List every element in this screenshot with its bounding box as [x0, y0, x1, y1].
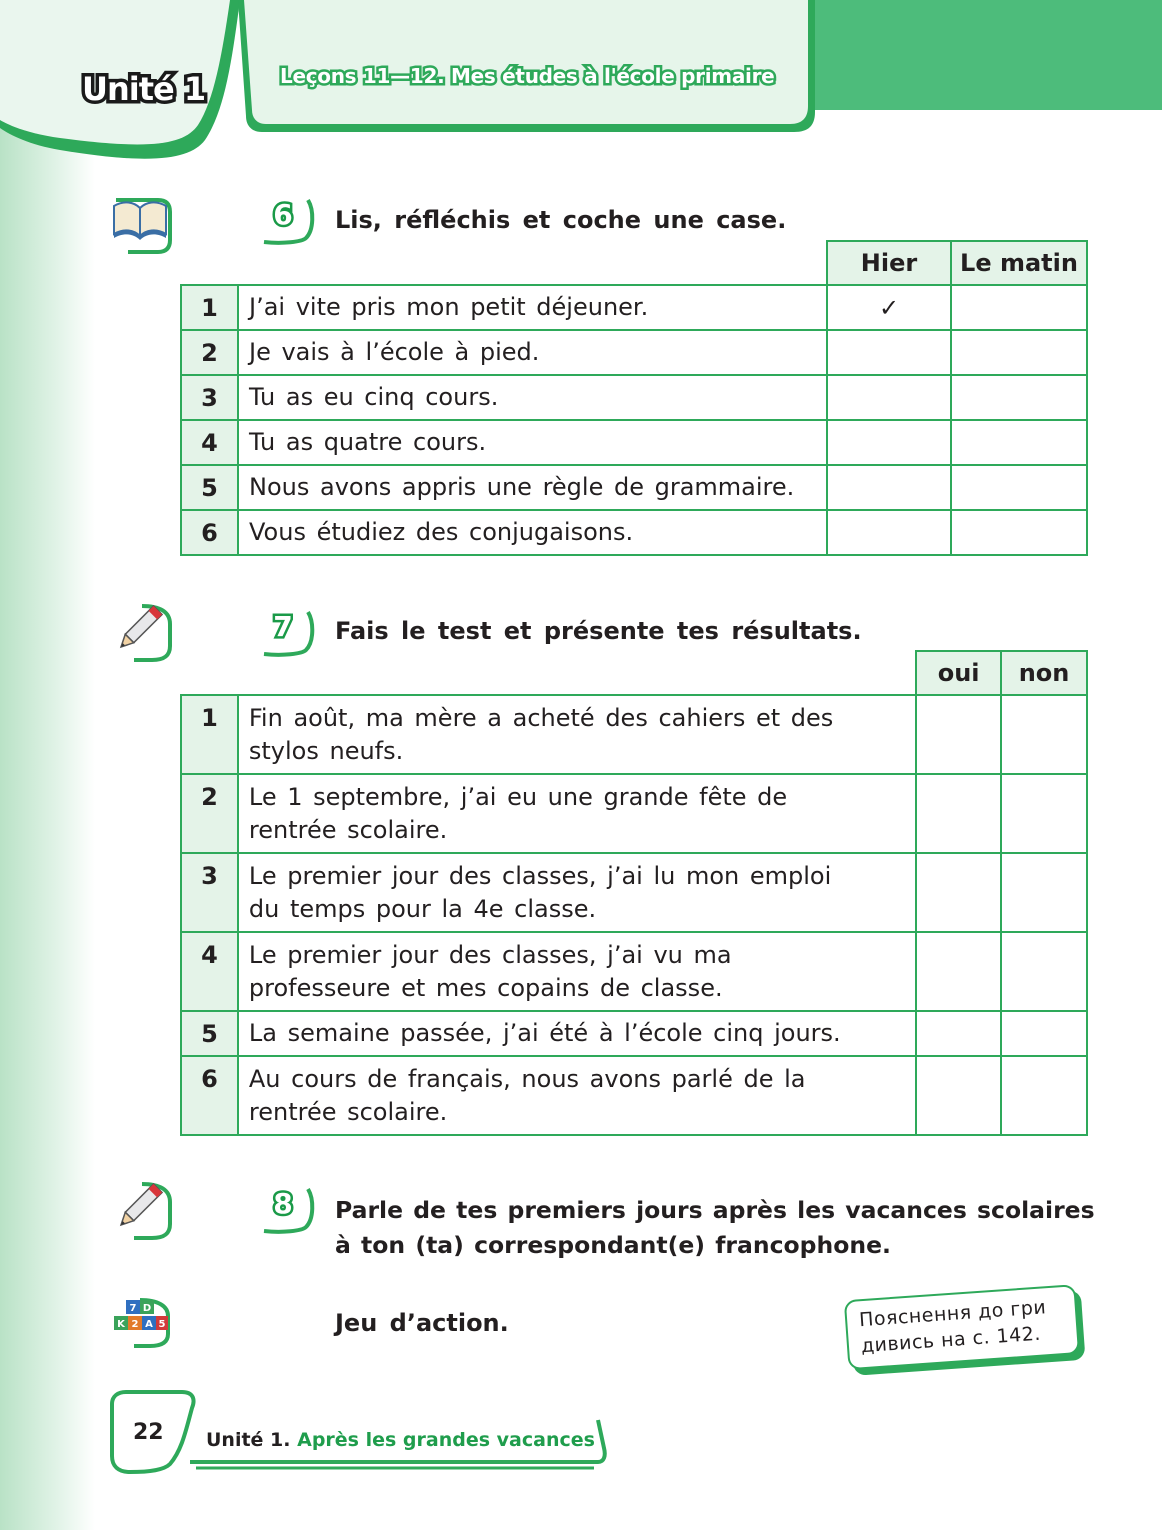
- exercise-7-digit: 7: [273, 610, 293, 643]
- checkbox-cell-hier[interactable]: [827, 420, 951, 465]
- row-number: 4: [181, 420, 238, 465]
- row-text-line: du temps pour la 4e classe.: [248, 894, 597, 923]
- row-number: 1: [181, 695, 238, 774]
- exercise-8-digit: 8: [273, 1187, 293, 1220]
- blank-header: [181, 651, 238, 695]
- table-row: [181, 375, 1087, 420]
- table-row: [181, 932, 1087, 1011]
- column-header-le-matin: Le matin: [951, 241, 1087, 285]
- table-row: [181, 1011, 1087, 1056]
- exercise-7-instruction: Fais le test et présente tes résultats.: [335, 617, 862, 645]
- note-line: дивись на с. 142.: [860, 1322, 1042, 1358]
- checkbox-cell-le-matin[interactable]: [951, 420, 1087, 465]
- table-row: [181, 695, 1087, 774]
- svg-text:K: K: [117, 1319, 125, 1330]
- answer-cell-oui[interactable]: [916, 774, 1001, 853]
- row-text: Tu as quatre cours.: [238, 420, 827, 465]
- table-header-row: [181, 651, 1087, 695]
- footer-unit-label: Unité 1.: [206, 1429, 291, 1451]
- exercise-6-instruction: Lis, réfléchis et coche une case.: [335, 206, 787, 234]
- table-row: [181, 774, 1087, 853]
- column-header-oui: oui: [916, 651, 1001, 695]
- row-number: 3: [181, 853, 238, 932]
- exercise-6-digit: 6: [273, 198, 293, 231]
- checkbox-cell-hier[interactable]: [827, 330, 951, 375]
- checkbox-cell-le-matin[interactable]: [951, 330, 1087, 375]
- checkbox-cell-le-matin[interactable]: [951, 375, 1087, 420]
- row-text-line: Le 1 septembre, j’ai eu une grande fête de: [248, 782, 788, 811]
- table-header-row: [181, 241, 1087, 285]
- checkbox-cell-hier[interactable]: [827, 510, 951, 555]
- table-row: [181, 853, 1087, 932]
- row-number: 6: [181, 1056, 238, 1135]
- row-text: Nous avons appris une règle de grammaire.: [238, 465, 827, 510]
- svg-text:7: 7: [129, 1303, 137, 1314]
- checkbox-cell-le-matin[interactable]: [951, 465, 1087, 510]
- svg-text:2: 2: [131, 1319, 139, 1330]
- row-text: Vous étudiez des conjugaisons.: [238, 510, 827, 555]
- row-text-line: rentrée scolaire.: [248, 1097, 448, 1126]
- column-header-hier: Hier: [827, 241, 951, 285]
- row-text-line: stylos neufs.: [248, 736, 404, 765]
- page-number: 22: [133, 1420, 164, 1445]
- answer-cell-non[interactable]: [1001, 932, 1087, 1011]
- table-row: [181, 420, 1087, 465]
- exercise-6-table: [180, 240, 1088, 556]
- row-number: 5: [181, 465, 238, 510]
- answer-cell-oui[interactable]: [916, 853, 1001, 932]
- exercise-8-instruction-line1: Parle de tes premiers jours après les vacances scolaires: [335, 1196, 1095, 1224]
- checkbox-cell-hier[interactable]: [827, 465, 951, 510]
- row-text-line: professeure et mes copains de classe.: [248, 973, 723, 1002]
- table-row: [181, 465, 1087, 510]
- row-number: 4: [181, 932, 238, 1011]
- row-number: 2: [181, 330, 238, 375]
- svg-text:5: 5: [158, 1319, 166, 1330]
- row-text: J’ai vite pris mon petit déjeuner.: [238, 285, 827, 330]
- exercise-8-number: [262, 1185, 314, 1237]
- answer-cell-oui[interactable]: [916, 1011, 1001, 1056]
- row-text-line: Fin août, ma mère a acheté des cahiers et des: [248, 703, 834, 732]
- row-text: Je vais à l’école à pied.: [238, 330, 827, 375]
- row-text-line: Au cours de français, nous avons parlé de la: [248, 1064, 806, 1093]
- row-number: 3: [181, 375, 238, 420]
- table-row: [181, 510, 1087, 555]
- unit-badge: Unité 1: [82, 70, 206, 108]
- book-icon: [108, 196, 172, 254]
- answer-cell-non[interactable]: [1001, 774, 1087, 853]
- row-text-line: Le premier jour des classes, j’ai vu ma: [248, 940, 732, 969]
- lesson-title: Leçons 11—12. Mes études à l'école primaire: [280, 64, 775, 88]
- checkbox-cell-le-matin[interactable]: [951, 510, 1087, 555]
- table-row: [181, 285, 1087, 330]
- answer-cell-oui[interactable]: [916, 695, 1001, 774]
- answer-cell-oui[interactable]: [916, 1056, 1001, 1135]
- row-text-line: rentrée scolaire.: [248, 815, 448, 844]
- svg-text:A: A: [145, 1319, 153, 1330]
- pencil-icon: [112, 600, 172, 662]
- row-number: 6: [181, 510, 238, 555]
- svg-text:D: D: [142, 1303, 152, 1314]
- footer-unit: [206, 1429, 595, 1451]
- game-label: Jeu d’action.: [335, 1309, 509, 1337]
- page-side-gradient: [0, 0, 95, 1530]
- answer-cell-non[interactable]: [1001, 695, 1087, 774]
- row-text-line: La semaine passée, j’ai été à l’école cinq jours.: [248, 1019, 841, 1047]
- column-header-non: non: [1001, 651, 1087, 695]
- row-text-line: Le premier jour des classes, j’ai lu mon emploi: [248, 861, 832, 890]
- exercise-8-instruction-line2: à ton (ta) correspondant(e) francophone.: [335, 1231, 891, 1259]
- note-line: Пояснення до гри: [858, 1296, 1047, 1332]
- pencil-icon: [112, 1178, 172, 1240]
- answer-cell-non[interactable]: [1001, 853, 1087, 932]
- table-row: [181, 1056, 1087, 1135]
- footer-unit-title: Après les grandes vacances: [297, 1429, 595, 1451]
- game-blocks-icon: [110, 1296, 172, 1348]
- blank-header: [238, 651, 916, 695]
- blank-header: [181, 241, 238, 285]
- blank-header: [238, 241, 827, 285]
- row-number: 2: [181, 774, 238, 853]
- checkbox-cell-le-matin[interactable]: [951, 285, 1087, 330]
- answer-cell-non[interactable]: [1001, 1056, 1087, 1135]
- row-number: 5: [181, 1011, 238, 1056]
- row-number: 1: [181, 285, 238, 330]
- answer-cell-oui[interactable]: [916, 932, 1001, 1011]
- checkbox-cell-hier[interactable]: ✓: [827, 285, 951, 330]
- table-row: [181, 330, 1087, 375]
- checkbox-cell-hier[interactable]: [827, 375, 951, 420]
- game-note: [844, 1284, 1084, 1372]
- row-text: Tu as eu cinq cours.: [238, 375, 827, 420]
- exercise-7-table: [180, 650, 1088, 1136]
- answer-cell-non[interactable]: [1001, 1011, 1087, 1056]
